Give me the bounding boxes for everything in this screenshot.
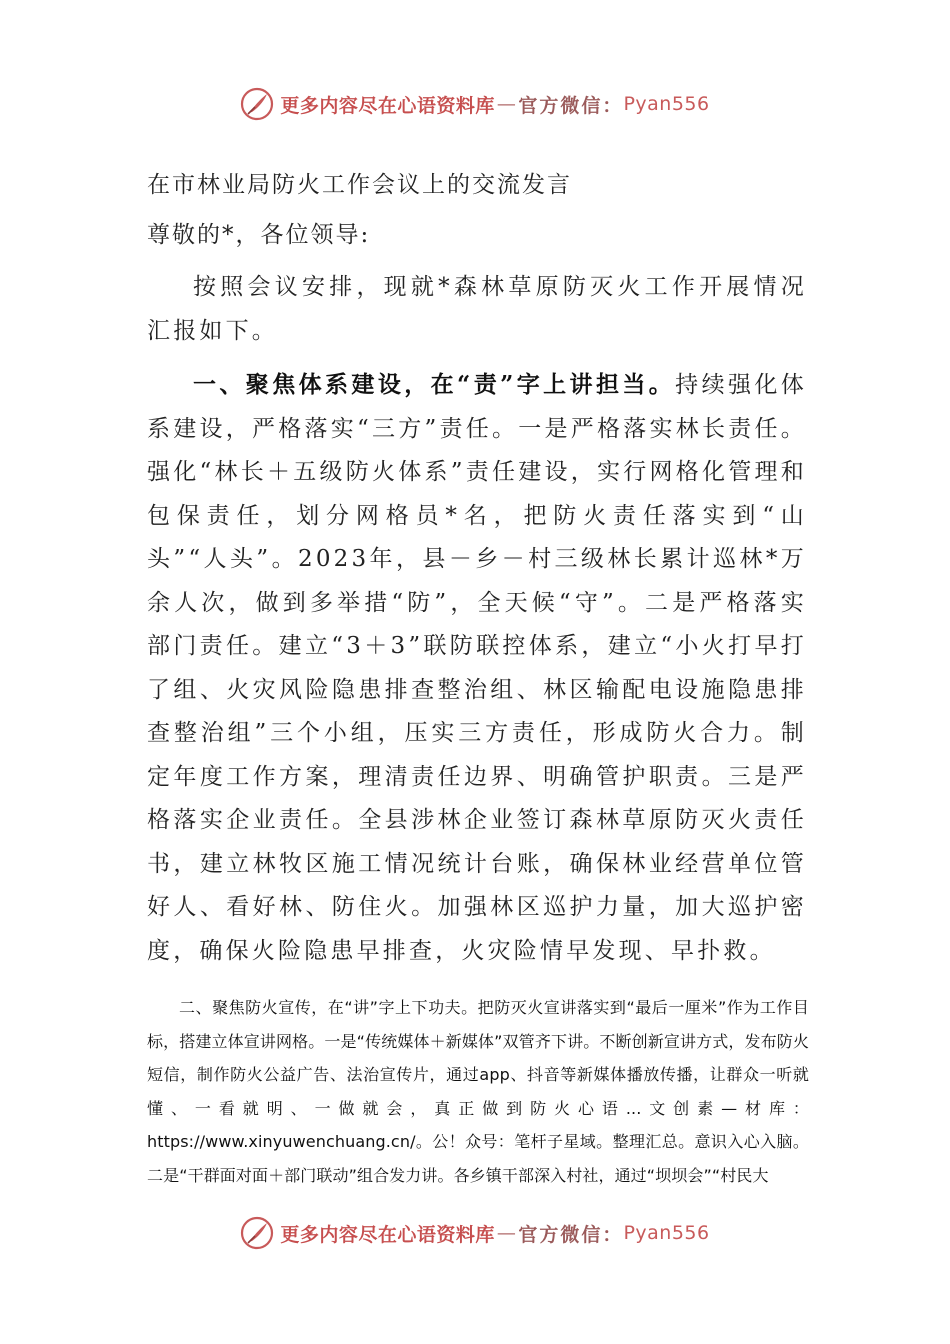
document-body	[147, 160, 807, 1192]
banner-official-label: 官方微信：	[518, 1223, 624, 1246]
quill-logo-icon	[240, 1216, 274, 1250]
banner-wechat-id: Pyan556	[623, 93, 710, 115]
watermark-banner-bottom	[0, 1213, 950, 1253]
watermark-banner-top	[0, 84, 950, 124]
document-title: 在市林业局防火工作会议上的交流发言	[147, 172, 572, 198]
banner-brand-text: 更多内容尽在心语资料库	[280, 1223, 495, 1246]
banner-dash: —	[496, 93, 517, 115]
document-greeting: 尊敬的*，各位领导:	[147, 222, 371, 248]
section-1-body: 持续强化体系建设，严格落实“三方”责任。一是严格落实林长责任。强化“林长＋五级防火体系”责任建设，实行网格化管理和包保责任，划分网格员*名，把防火责任落实到“山头”“人头”。2023年，县－乡－村三级林长累计巡林*万余人次，做到多举措“防”，全天候“守”。二是严格落实部门责任。建立“3＋3”联防联控体系，建立“小火打早打了组、火灾风险隐患排查整治组、林区输配电设施隐患排查整治组”三个小组，压实三方责任，形成防火合力。制定年度工作方案，理清责任边界、明确管护职责。三是严格落实企业责任。全县涉林企业签订森林草原防灭火责任书，建立林牧区施工情况统计台账，确保林业经营单位管好人、看好林、防住火。加强林区巡护力量，加大巡护密度，确保火险隐患早排查，火灾险情早发现、早扑救。	[147, 372, 807, 964]
banner-official-label: 官方微信：	[518, 94, 624, 117]
banner-dash: —	[496, 1222, 517, 1244]
banner-brand-text: 更多内容尽在心语资料库	[280, 94, 495, 117]
section-1-paragraph	[147, 363, 807, 973]
intro-paragraph: 按照会议安排，现就*森林草原防灭火工作开展情况汇报如下。	[147, 274, 807, 344]
section-1-heading: 一、聚焦体系建设，在“责”字上讲担当。	[193, 371, 676, 398]
section-2-paragraph: 二、聚焦防火宣传，在“讲”字上下功夫。把防灭火宣讲落实到“最后一厘米”作为工作目标，搭建立体宣讲网格。一是“传统媒体＋新媒体”双管齐下讲。不断创新宣讲方式，发布防火短信，制作防火公益广告、法治宣传片，通过app、抖音等新媒体播放传播，让群众一听就懂、一看就明、一做就会，真正做到防火心语...文创素—材库：https://www.xinyuwenchuang.cn/。公！众号：笔杆子星域。整理汇总。意识入心入脑。二是“干群面对面＋部门联动”组合发力讲。各乡镇干部深入村社，通过“坝坝会”“村民大	[147, 998, 809, 1185]
banner-wechat-id: Pyan556	[623, 1222, 710, 1244]
quill-logo-icon	[240, 87, 274, 121]
